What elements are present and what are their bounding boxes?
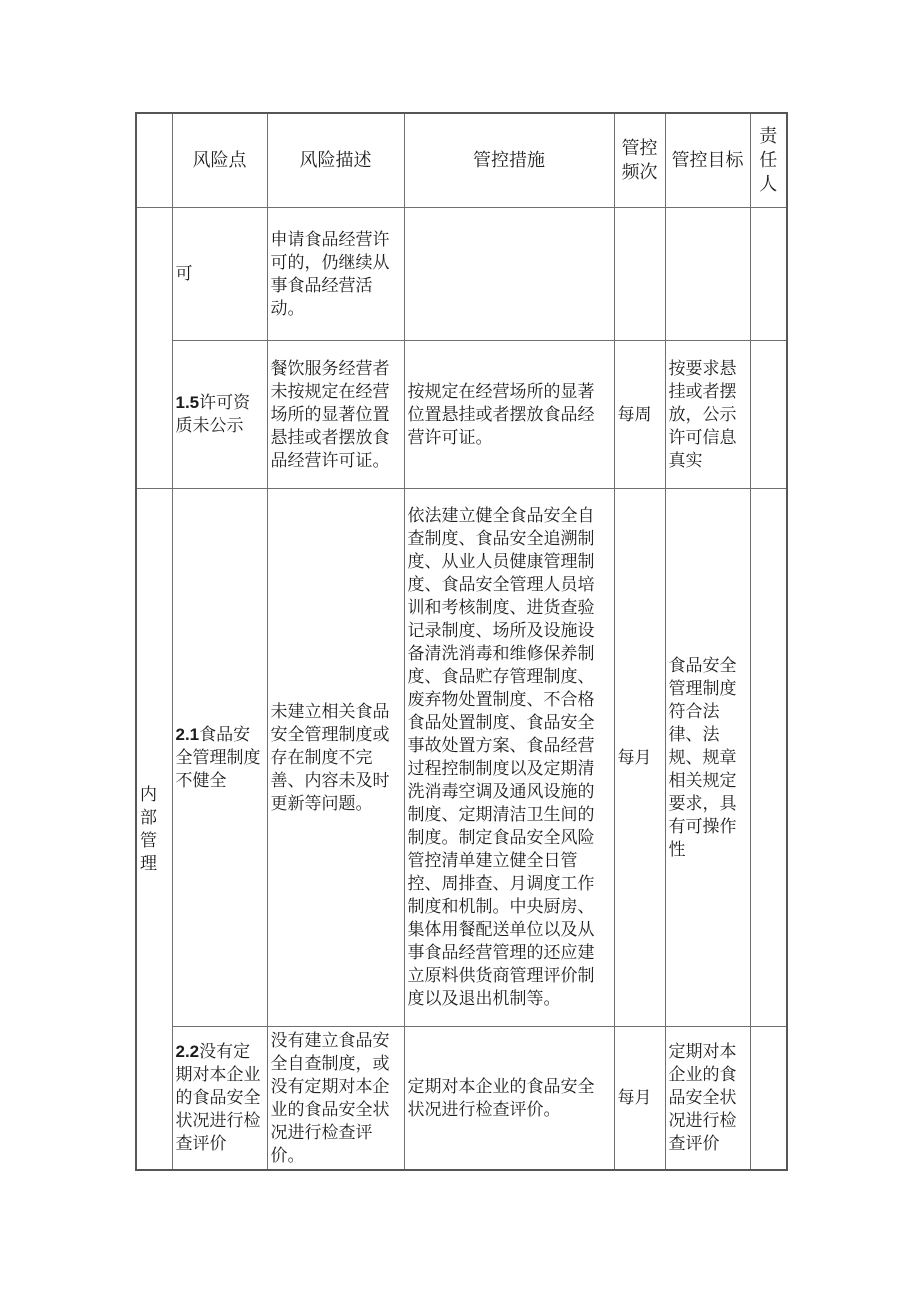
cell-responsible (750, 340, 787, 488)
table-row (136, 1026, 787, 1170)
cell-risk-point (172, 488, 267, 1026)
cell-frequency: 每月 (614, 488, 665, 1026)
table-row (136, 488, 787, 1026)
cell-measures (404, 207, 614, 340)
risk-point-text: 食品安全管理制度不健全 (175, 724, 261, 790)
cell-section-category: 内部管理 (136, 488, 172, 1170)
risk-point-number: 1.5 (175, 393, 200, 412)
cell-risk-point (172, 1026, 267, 1170)
cell-risk-point (172, 207, 267, 340)
header-measures: 管控措施 (404, 113, 614, 207)
cell-risk-desc: 申请食品经营许可的，仍继续从事食品经营活动。 (267, 207, 404, 340)
cell-risk-point (172, 340, 267, 488)
header-frequency: 管控频次 (614, 113, 665, 207)
cell-measures: 依法建立健全食品安全自查制度、食品安全追溯制度、从业人员健康管理制度、食品安全管理人员培训和考核制度、进货查验记录制度、场所及设施设备清洗消毒和维修保养制度、食品贮存管理制度、废弃物处置制度、不合格食品处置制度、食品安全事故处置方案、食品经营过程控制制度以及定期清洗消毒空调及通风设施的制度、定期清洁卫生间的制度。制定食品安全风险管控清单建立健全日管控、周排查、月调度工作制度和机制。中央厨房、集体用餐配送单位以及从事食品经营管理的还应建立原料供货商管理评价制度以及退出机制等。 (404, 488, 614, 1026)
cell-risk-desc: 餐饮服务经营者未按规定在经营场所的显著位置悬挂或者摆放食品经营许可证。 (267, 340, 404, 488)
header-risk-point: 风险点 (172, 113, 267, 207)
cell-section-category (136, 207, 172, 488)
cell-frequency (614, 207, 665, 340)
header-row (136, 113, 787, 207)
header-category (136, 113, 172, 207)
cell-target: 定期对本企业的食品安全状况进行检查评价 (665, 1026, 750, 1170)
cell-frequency: 每周 (614, 340, 665, 488)
risk-point-text: 可 (175, 264, 193, 283)
cell-measures: 定期对本企业的食品安全状况进行检查评价。 (404, 1026, 614, 1170)
cell-target: 按要求悬挂或者摆放，公示许可信息真实 (665, 340, 750, 488)
header-risk-desc: 风险描述 (267, 113, 404, 207)
cell-risk-desc: 未建立相关食品安全管理制度或存在制度不完善、内容未及时更新等问题。 (267, 488, 404, 1026)
table-row (136, 207, 787, 340)
risk-point-number: 2.1 (175, 724, 200, 744)
cell-responsible (750, 207, 787, 340)
header-target: 管控目标 (665, 113, 750, 207)
cell-target (665, 207, 750, 340)
cell-responsible (750, 1026, 787, 1170)
cell-risk-desc: 没有建立食品安全自查制度，或没有定期对本企业的食品安全状况进行检查评价。 (267, 1026, 404, 1170)
risk-control-table (135, 112, 788, 1171)
cell-measures: 按规定在经营场所的显著位置悬挂或者摆放食品经营许可证。 (404, 340, 614, 488)
cell-frequency: 每月 (614, 1026, 665, 1170)
risk-point-text: 许可资质未公示 (175, 393, 251, 435)
table-row (136, 340, 787, 488)
risk-point-text: 没有定期对本企业的食品安全状况进行检查评价 (175, 1042, 261, 1153)
risk-point-number: 2.2 (175, 1042, 200, 1061)
cell-target: 食品安全管理制度符合法律、法规、规章相关规定要求，具有可操作性 (665, 488, 750, 1026)
cell-responsible (750, 488, 787, 1026)
header-responsible: 责任人 (750, 113, 787, 207)
